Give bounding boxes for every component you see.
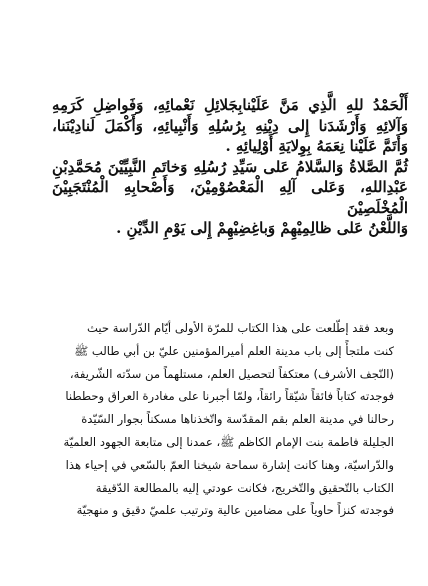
body-line: فوجدته كنزاً حاوياً على مضامين عالية وترتيب علميّ دقيق و منهجيّة bbox=[76, 503, 394, 518]
body-line: الكتاب بالتّحقيق والتّخريج، فكانت عودتي إليه بالمطالعة الدّقيقة bbox=[95, 480, 394, 495]
curse-paragraph: وَاللَّعْنُ عَلى ظالِمِيْهِمْ وَباغِضِيْهِمْ إِلى يَوْمِ الدِّيْنِ . bbox=[116, 219, 408, 237]
body-line: (النّجف الأشرف) معتكفاً لتحصيل العلم، مستلهماً من سدّته الشّريفة، bbox=[69, 366, 394, 381]
body-line: رحالنا في مدينة العلم بقم المقدّسة واتّخذناها مسكناً بجوار السّيّدة bbox=[81, 412, 394, 427]
body-line: الجليلة فاطمة بنت الإمام الكاظم ﷺ، عمدنا إلى متابعة الجهود العلميّة bbox=[63, 434, 394, 449]
body-paragraph bbox=[58, 317, 394, 522]
body-line: وبعد فقد إطّلعت على هذا الكتاب للمرّة الأولى أيّام الدّراسة حيث bbox=[86, 321, 394, 335]
opening-invocation bbox=[52, 95, 408, 239]
praise-paragraph: أَلْحَمْدُ للهِ الَّذِي مَنَّ عَلَيْنابِجَلائِلِ نَعْمائِهِ، وَفَواضِلِ كَرَمِهِ وَآلائِهِ وَأَرْشَدَنا إِلى دِيْنِهِ بِرُسُلِهِ وَأَنْبِيائِهِ، وَأَكْمَلَ لَنادِيْنَنا، وَأَتَمَّ عَلَيْنا نِعَمَهُ بِوِلايَةِ أَوْلِيائِهِ . bbox=[52, 96, 408, 155]
body-line: فوجدته كتاباً فائقاً شيّقاً رائقاً، ولمّا أجبرنا على مغادرة العراق وحططنا bbox=[65, 389, 394, 404]
salutation-paragraph: ثُمَّ الصَّلاةُ وَالسَّلامُ عَلى سَيِّدِ رُسُلِهِ وَخاتَمِ النَّبِيِّيْنَ مُحَمَّدِبْنِ عَبْدِاللهِ، وَعَلى آلِهِ الْمَعْصُوْمِيْنَ، وَأَصْحابِهِ الْمُنْتَجَبِيْنَ الْمُخْلَصِيْنَ bbox=[52, 157, 408, 217]
body-line: والدّراسيّة، وهنا كانت إشارة سماحة شيخنا العمّ بالسّعي في إحياء هذا bbox=[65, 457, 394, 472]
body-line: كنت ملتجأً إلى باب مدينة العلم أميرالمؤمنين عليّ بن أبي طالب ﷺ bbox=[74, 343, 394, 358]
